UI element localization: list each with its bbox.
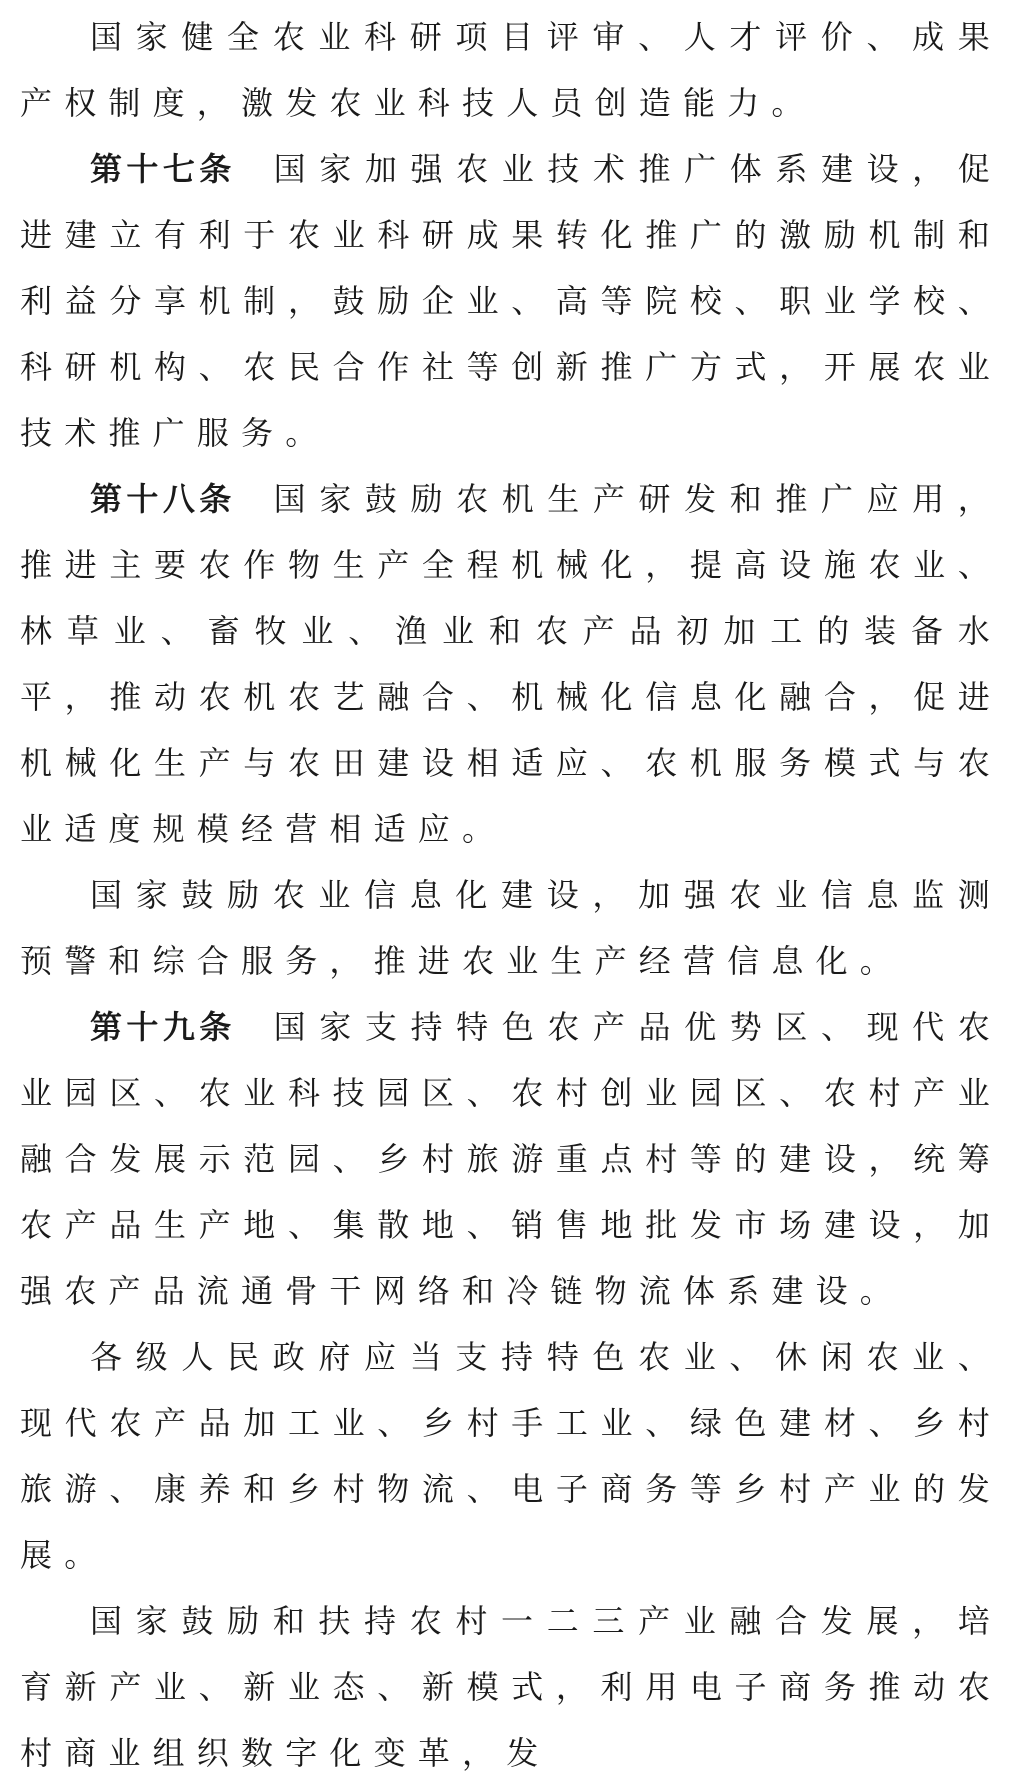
article-18 — [20, 466, 1002, 862]
paragraph-1 — [20, 4, 1002, 136]
article-number: 第十八条 — [90, 480, 236, 518]
paragraph-text: 各级人民政府应当支持特色农业、休闲农业、现代农产品加工业、乡村手工业、绿色建材、乡村旅游、康养和乡村物流、电子商务等乡村产业的发展。 — [20, 1338, 1002, 1574]
paragraph-4 — [20, 862, 1002, 994]
paragraph-7 — [20, 1588, 1002, 1786]
paragraph-6 — [20, 1324, 1002, 1588]
paragraph-text: 国家鼓励农机生产研发和推广应用，推进主要农作物生产全程机械化，提高设施农业、林草业、畜牧业、渔业和农产品初加工的装备水平，推动农机农艺融合、机械化信息化融合，促进机械化生产与农田建设相适应、农机服务模式与农业适度规模经营相适应。 — [20, 480, 1002, 848]
article-number: 第十九条 — [90, 1008, 236, 1046]
paragraph-text: 国家支持特色农产品优势区、现代农业园区、农业科技园区、农村创业园区、农村产业融合发展示范园、乡村旅游重点村等的建设，统筹农产品生产地、集散地、销售地批发市场建设，加强农产品流通骨干网络和冷链物流体系建设。 — [20, 1008, 1002, 1310]
paragraph-text: 国家加强农业技术推广体系建设，促进建立有利于农业科研成果转化推广的激励机制和利益分享机制，鼓励企业、高等院校、职业学校、科研机构、农民合作社等创新推广方式，开展农业技术推广服务。 — [20, 150, 1002, 452]
paragraph-text: 国家健全农业科研项目评审、人才评价、成果产权制度，激发农业科技人员创造能力。 — [20, 18, 1002, 122]
article-17 — [20, 136, 1002, 466]
article-number: 第十七条 — [90, 150, 236, 188]
paragraph-text: 国家鼓励农业信息化建设，加强农业信息监测预警和综合服务，推进农业生产经营信息化。 — [20, 876, 1002, 980]
paragraph-text: 国家鼓励和扶持农村一二三产业融合发展，培育新产业、新业态、新模式，利用电子商务推动农村商业组织数字化变革，发 — [20, 1602, 1002, 1772]
article-19 — [20, 994, 1002, 1324]
